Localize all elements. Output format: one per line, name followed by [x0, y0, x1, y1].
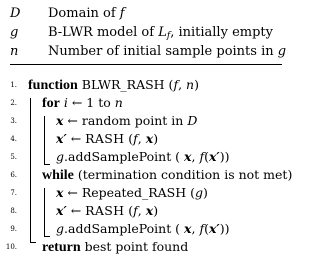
line-number: 10.	[5, 243, 17, 251]
definition-symbol: n	[10, 44, 19, 59]
algorithm-line	[0, 220, 289, 238]
line-number: 1.	[10, 81, 17, 89]
line-code: g.addSamplePoint ( x, f(x′))	[56, 221, 230, 236]
line-code: x′ ← RASH (f, x)	[56, 131, 159, 146]
algorithm-line	[0, 94, 289, 112]
algorithm-line	[0, 238, 289, 256]
algorithm-line	[0, 184, 289, 202]
horizontal-rule	[10, 64, 282, 65]
algorithm-line	[0, 130, 289, 148]
line-number: 5.	[10, 153, 17, 161]
line-number: 2.	[10, 99, 17, 107]
definition-description: Domain of f	[48, 6, 125, 21]
line-code: return best point found	[42, 239, 189, 255]
line-code: while (termination condition is not met)	[42, 167, 293, 183]
line-number: 6.	[10, 171, 17, 179]
definition-description: Number of initial sample points in g	[48, 44, 287, 59]
algorithm-line	[0, 112, 289, 130]
algorithm-line	[0, 148, 289, 166]
line-code: x′ ← RASH (f, x)	[56, 203, 159, 218]
line-number: 3.	[10, 117, 17, 125]
definition-row	[10, 23, 282, 42]
algorithm-line	[0, 166, 293, 184]
line-number: 8.	[10, 207, 17, 215]
line-number: 7.	[10, 189, 17, 197]
definition-row	[10, 4, 282, 23]
algorithm-listing	[0, 72, 293, 255]
line-code: x ← random point in D	[56, 113, 198, 128]
definition-row	[10, 42, 287, 61]
algorithm-line	[0, 76, 289, 94]
line-number: 9.	[10, 225, 17, 233]
definition-symbol: g	[10, 25, 19, 40]
definitions-table	[10, 4, 287, 61]
definition-description: B-LWR model of $L_f$, initially empty	[48, 25, 273, 41]
line-code: for i ← 1 to n	[42, 95, 123, 111]
line-number: 4.	[10, 135, 17, 143]
algorithm-line	[0, 202, 289, 220]
line-code: function BLWR_RASH (f, n)	[28, 77, 199, 93]
definition-symbol: D	[10, 6, 21, 21]
line-code: x ← Repeated_RASH (g)	[56, 185, 208, 200]
line-code: g.addSamplePoint ( x, f(x′))	[56, 149, 230, 164]
